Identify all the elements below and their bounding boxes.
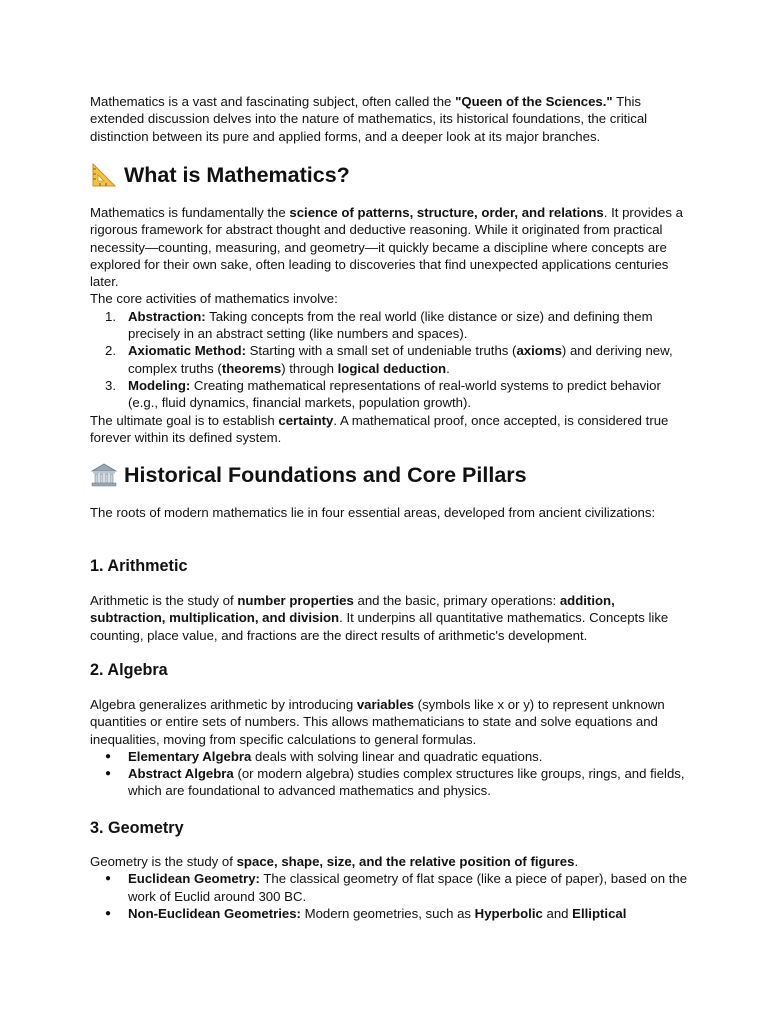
list-item: 3. Modeling: Creating mathematical representations of real-world systems to predict behavior (e.g., fluid dynamics, financial markets, population growth). (105, 377, 661, 411)
arithmetic-body (90, 592, 690, 644)
heading-what-is-mathematics (90, 161, 350, 189)
list-item: ● Euclidean Geometry: The classical geometry of flat space (like a piece of paper), based on the work of Euclid around 300 BC. (105, 871, 688, 904)
section-historical-body (90, 504, 690, 521)
paragraph: Geometry is the study of space, shape, size, and the relative position of figures. (90, 854, 579, 869)
heading-text: Historical Foundations and Core Pillars (124, 463, 527, 487)
bullet-list (90, 748, 690, 800)
section-what-is-math-body (90, 204, 690, 446)
list-item: ● Abstract Algebra (or modern algebra) studies complex structures like groups, rings, and fields, which are foundational to advanced mathematics and physics. (105, 766, 685, 799)
paragraph: The ultimate goal is to establish certainty. A mathematical proof, once accepted, is considered true forever within its defined system. (90, 412, 669, 445)
intro-paragraph: Mathematics is a vast and fascinating subject, often called the "Queen of the Sciences." This extended discussion delves into the nature of mathematics, its historical foundations, the critical distinction between its pure and applied forms, and a deeper look at its major branches. (90, 94, 648, 144)
triangular-ruler-icon (90, 161, 118, 189)
paragraph: Mathematics is fundamentally the science of patterns, structure, order, and relations. It provides a rigorous framework for abstract thought and deductive reasoning. While it originated from practical necessity—counting, measuring, and geometry—it quickly became a discipline where concepts are explored for their own sake, often leading to discoveries that find unexpected applications centuries later. (90, 205, 683, 290)
subheading-geometry: 3. Geometry (90, 819, 184, 837)
numbered-list (90, 308, 690, 412)
list-item: ● Elementary Algebra deals with solving linear and quadratic equations. (105, 748, 543, 764)
paragraph: Algebra generalizes arithmetic by introducing variables (symbols like x or y) to represent unknown quantities or entire sets of numbers. This allows mathematicians to state and solve equations and inequalities, moving from specific calculations to general formulas. (90, 697, 665, 747)
subheading-algebra: 2. Algebra (90, 661, 168, 679)
heading-text: What is Mathematics? (124, 163, 350, 187)
list-item: 2. Axiomatic Method: Starting with a small set of undeniable truths (axioms) and deriving new, complex truths (theorems) through logical deduction. (105, 343, 673, 376)
list-item: 1. Abstraction: Taking concepts from the real world (like distance or size) and defining them precisely in an abstract setting (like numbers and spaces). (105, 308, 653, 342)
algebra-body (90, 696, 690, 800)
classical-building-icon (90, 461, 118, 489)
list-item: ● Non-Euclidean Geometries: Modern geometries, such as Hyperbolic and Elliptical (105, 905, 627, 921)
geometry-body (90, 853, 690, 922)
paragraph: The roots of modern mathematics lie in four essential areas, developed from ancient civilizations: (90, 505, 656, 520)
subheading-arithmetic: 1. Arithmetic (90, 557, 188, 575)
bullet-list (90, 870, 690, 922)
heading-historical-foundations (90, 461, 527, 489)
paragraph: The core activities of mathematics involve: (90, 291, 338, 307)
paragraph: Arithmetic is the study of number properties and the basic, primary operations: addition, subtraction, multiplication, and division. It underpins all quantitative mathematics. Concepts like counting, place value, and fractions are the direct results of arithmetic's development. (90, 593, 669, 643)
